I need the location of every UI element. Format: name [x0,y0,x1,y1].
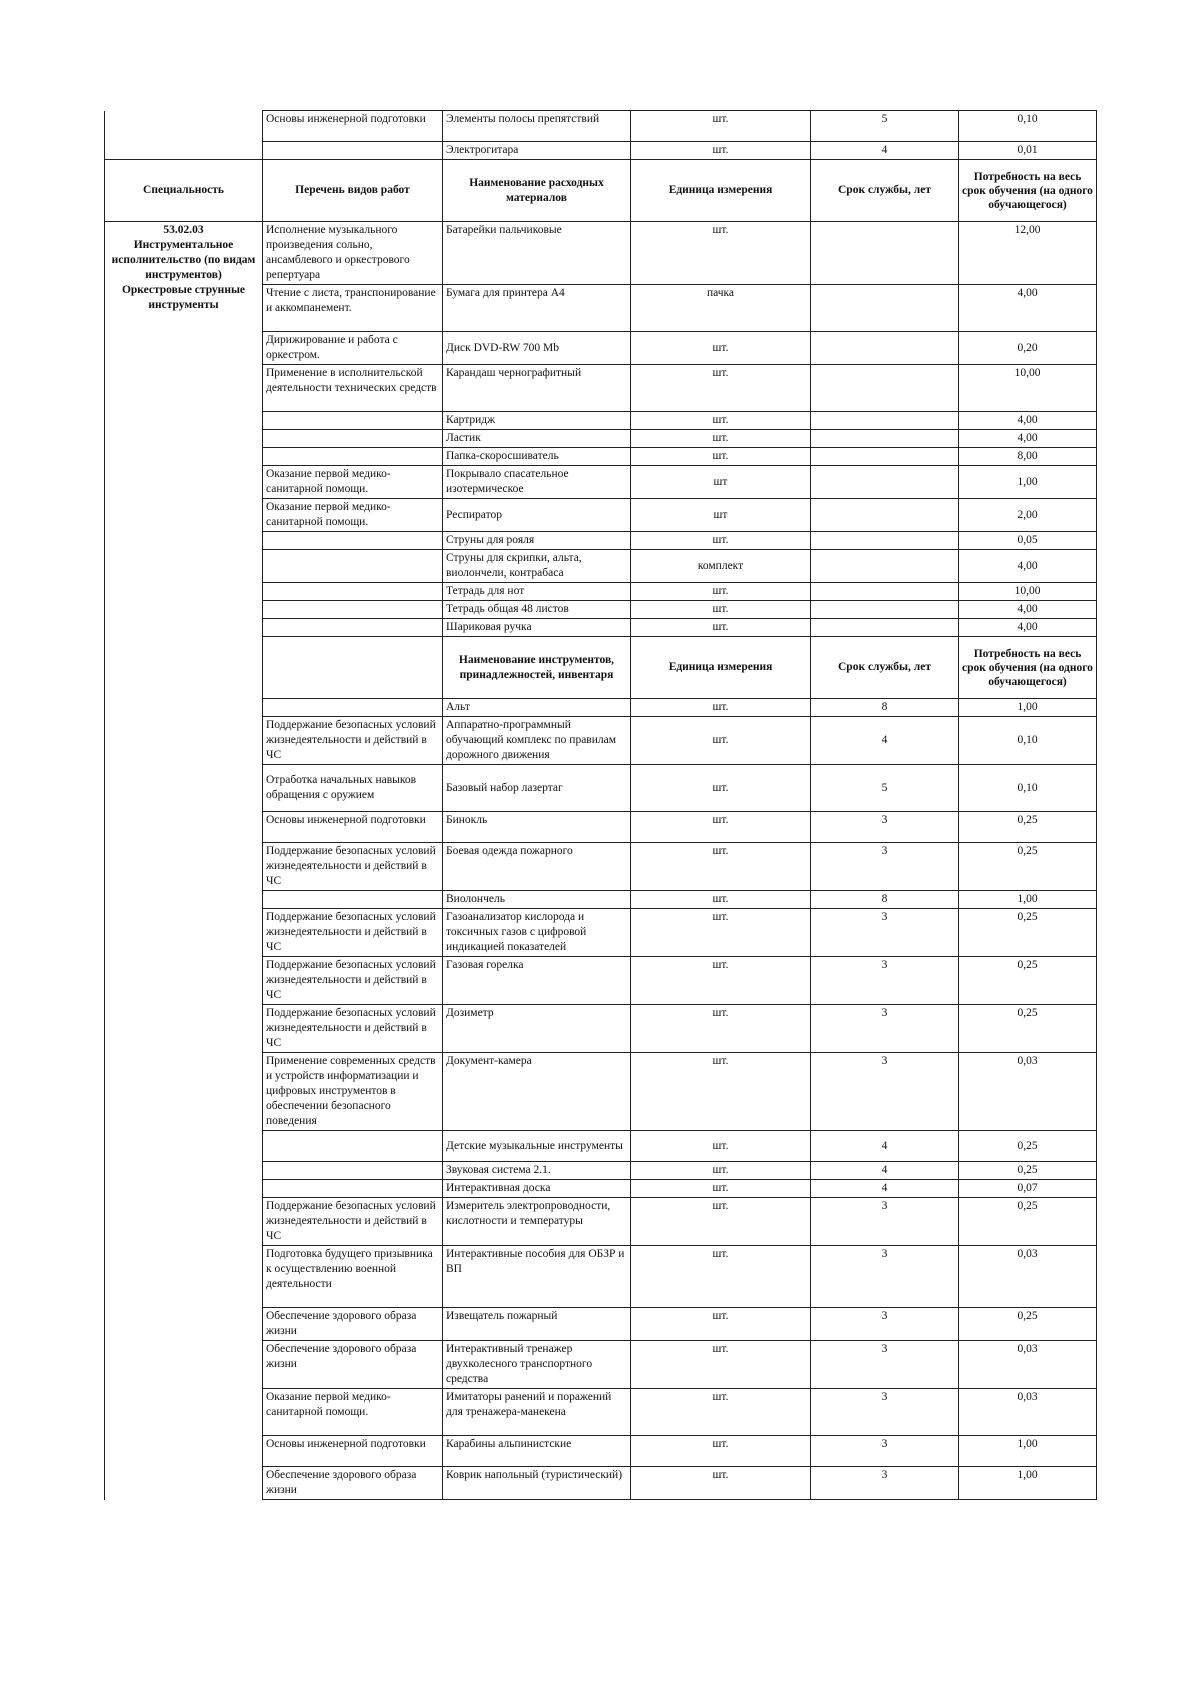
unit-cell: шт. [631,717,811,765]
table-row [105,111,1097,142]
specialty-cell-empty [105,717,263,765]
specialty-cell-empty [105,601,263,619]
work-type-cell [263,601,443,619]
need-cell: 0,10 [959,717,1097,765]
unit-cell: шт. [631,601,811,619]
table-row [105,812,1097,843]
header-service-life: Срок службы, лет [811,160,959,222]
need-cell: 1,00 [959,699,1097,717]
table-row [105,532,1097,550]
table-row [105,765,1097,812]
unit-cell: шт. [631,812,811,843]
specialty-cell-empty [105,532,263,550]
need-cell: 1,00 [959,891,1097,909]
work-type-cell: Исполнение музыкального произведения сольно, ансамблевого и оркестрового репертуара [263,222,443,285]
specialty-cell-empty [105,1053,263,1131]
specialty-cell-empty [105,1162,263,1180]
item-name-cell: Респиратор [443,499,631,532]
table-row [105,957,1097,1005]
specialty-cell-empty [105,1005,263,1053]
unit-cell: комплект [631,550,811,583]
work-type-cell: Обеспечение здорового образа жизни [263,1308,443,1341]
specialty-cell-empty [105,550,263,583]
item-name-cell: Карандаш чернографитный [443,365,631,412]
item-name-cell: Газоанализатор кислорода и токсичных газов с цифровой индикацией показателей [443,909,631,957]
unit-cell: пачка [631,285,811,332]
header-equipment-name: Наименование инструментов, принадлежностей, инвентаря [443,637,631,699]
table-row [105,412,1097,430]
specialty-cell-empty [105,499,263,532]
specialty-cell-empty [105,1389,263,1436]
need-cell: 10,00 [959,365,1097,412]
item-name-cell: Электрогитара [443,142,631,160]
service-life-cell [811,499,959,532]
service-life-cell: 5 [811,765,959,812]
unit-cell: шт. [631,142,811,160]
unit-cell: шт. [631,1053,811,1131]
service-life-cell: 3 [811,812,959,843]
unit-cell: шт. [631,957,811,1005]
need-cell: 1,00 [959,1436,1097,1467]
service-life-cell [811,601,959,619]
unit-cell: шт. [631,1131,811,1162]
specialty-cell-empty [105,843,263,891]
specialty-cell-empty [105,1436,263,1467]
item-name-cell: Бинокль [443,812,631,843]
specialty-cell-empty [105,412,263,430]
work-type-cell [263,1131,443,1162]
header-unit: Единица измерения [631,160,811,222]
work-type-cell: Оказание первой медико-санитарной помощи. [263,1389,443,1436]
work-type-cell: Чтение с листа, транспонирование и аккомпанемент. [263,285,443,332]
specialty-cell-empty [105,1198,263,1246]
specialty-cell-empty [105,699,263,717]
need-cell: 10,00 [959,583,1097,601]
table-row [105,891,1097,909]
table-body [105,111,1097,1500]
work-type-cell: Обеспечение здорового образа жизни [263,1341,443,1389]
unit-cell: шт. [631,583,811,601]
table-row [105,583,1097,601]
specialty-cell-empty [105,332,263,365]
unit-cell: шт. [631,222,811,285]
item-name-cell: Альт [443,699,631,717]
service-life-cell [811,365,959,412]
need-cell: 4,00 [959,619,1097,637]
header-work-types-empty [263,637,443,699]
unit-cell: шт. [631,843,811,891]
need-cell: 0,25 [959,1131,1097,1162]
work-type-cell: Основы инженерной подготовки [263,111,443,142]
table-row [105,332,1097,365]
service-life-cell: 3 [811,1341,959,1389]
service-life-cell: 4 [811,142,959,160]
service-life-cell: 3 [811,1389,959,1436]
specialty-cell-empty [105,466,263,499]
item-name-cell: Звуковая система 2.1. [443,1162,631,1180]
item-name-cell: Элементы полосы препятствий [443,111,631,142]
unit-cell: шт [631,466,811,499]
table-row [105,430,1097,448]
work-type-cell: Подготовка будущего призывника к осуществлению военной деятельности [263,1246,443,1308]
work-type-cell: Оказание первой медико-санитарной помощи. [263,499,443,532]
need-cell: 1,00 [959,1467,1097,1500]
specialty-cell-empty [105,909,263,957]
unit-cell: шт. [631,1308,811,1341]
unit-cell: шт [631,499,811,532]
need-cell: 0,25 [959,1198,1097,1246]
work-type-cell: Дирижирование и работа с оркестром. [263,332,443,365]
unit-cell: шт. [631,1005,811,1053]
table-row [105,142,1097,160]
service-life-cell: 3 [811,1005,959,1053]
service-life-cell [811,222,959,285]
work-type-cell [263,699,443,717]
service-life-cell: 8 [811,891,959,909]
specialty-cell-empty [105,448,263,466]
need-cell: 0,01 [959,142,1097,160]
unit-cell: шт. [631,1341,811,1389]
item-name-cell: Струны для рояля [443,532,631,550]
service-life-cell [811,532,959,550]
service-life-cell [811,619,959,637]
need-cell: 0,25 [959,812,1097,843]
need-cell: 0,03 [959,1246,1097,1308]
work-type-cell [263,430,443,448]
specialty-cell-empty [105,891,263,909]
service-life-cell: 3 [811,957,959,1005]
unit-cell: шт. [631,1389,811,1436]
specialty-cell-empty [105,365,263,412]
table-row [105,466,1097,499]
header-consumables-name: Наименование расходных материалов [443,160,631,222]
specialty-cell-empty [105,957,263,1005]
work-type-cell: Поддержание безопасных условий жизнедеятельности и действий в ЧС [263,909,443,957]
item-name-cell: Ластик [443,430,631,448]
table-row [105,909,1097,957]
specialty-cell-empty [105,1246,263,1308]
table-row [105,1005,1097,1053]
table-row [105,222,1097,285]
need-cell: 1,00 [959,466,1097,499]
service-life-cell: 3 [811,1308,959,1341]
need-cell: 4,00 [959,285,1097,332]
need-cell: 0,03 [959,1053,1097,1131]
service-life-cell: 3 [811,1053,959,1131]
specialty-cell-empty [105,812,263,843]
work-type-cell [263,891,443,909]
need-cell: 4,00 [959,601,1097,619]
item-name-cell: Виолончель [443,891,631,909]
header-specialty: Специальность [105,160,263,222]
need-cell: 4,00 [959,412,1097,430]
specialty-cell-empty [105,1467,263,1500]
item-name-cell: Дозиметр [443,1005,631,1053]
item-name-cell: Папка-скоросшиватель [443,448,631,466]
table-row [105,1389,1097,1436]
service-life-cell [811,583,959,601]
service-life-cell: 4 [811,717,959,765]
table-header-row [105,637,1097,699]
header-service-life: Срок службы, лет [811,637,959,699]
need-cell: 12,00 [959,222,1097,285]
header-need: Потребность на весь срок обучения (на одного обучающегося) [959,160,1097,222]
table-row [105,1246,1097,1308]
unit-cell: шт. [631,332,811,365]
specialty-cell-empty [105,1131,263,1162]
table-row [105,619,1097,637]
item-name-cell: Документ-камера [443,1053,631,1131]
table-row [105,550,1097,583]
work-type-cell: Основы инженерной подготовки [263,1436,443,1467]
service-life-cell: 8 [811,699,959,717]
item-name-cell: Картридж [443,412,631,430]
table-row [105,1180,1097,1198]
need-cell: 8,00 [959,448,1097,466]
need-cell: 0,07 [959,1180,1097,1198]
need-cell: 0,05 [959,532,1097,550]
specialty-cell-empty [105,637,263,699]
table-row [105,1053,1097,1131]
work-type-cell: Поддержание безопасных условий жизнедеятельности и действий в ЧС [263,717,443,765]
service-life-cell: 5 [811,111,959,142]
header-need: Потребность на весь срок обучения (на одного обучающегося) [959,637,1097,699]
work-type-cell [263,532,443,550]
service-life-cell: 3 [811,1467,959,1500]
table-row [105,601,1097,619]
service-life-cell [811,550,959,583]
need-cell: 0,25 [959,909,1097,957]
work-type-cell: Отработка начальных навыков обращения с оружием [263,765,443,812]
need-cell: 4,00 [959,550,1097,583]
unit-cell: шт. [631,111,811,142]
unit-cell: шт. [631,448,811,466]
service-life-cell: 3 [811,1436,959,1467]
table-row [105,717,1097,765]
service-life-cell [811,448,959,466]
specialty-name: Инструментальное исполнительство (по видам инструментов) [111,239,256,281]
specialty-cell-empty [105,619,263,637]
need-cell: 0,25 [959,957,1097,1005]
item-name-cell: Бумага для принтера А4 [443,285,631,332]
unit-cell: шт. [631,1246,811,1308]
header-work-types: Перечень видов работ [263,160,443,222]
need-cell: 0,03 [959,1341,1097,1389]
table-row [105,1467,1097,1500]
work-type-cell [263,583,443,601]
unit-cell: шт. [631,891,811,909]
item-name-cell: Интерактивные пособия для ОБЗР и ВП [443,1246,631,1308]
table-row [105,699,1097,717]
unit-cell: шт. [631,365,811,412]
item-name-cell: Извещатель пожарный [443,1308,631,1341]
service-life-cell: 3 [811,909,959,957]
need-cell: 0,25 [959,1308,1097,1341]
service-life-cell: 4 [811,1131,959,1162]
unit-cell: шт. [631,619,811,637]
item-name-cell: Имитаторы ранений и поражений для тренажера-манекена [443,1389,631,1436]
table-header-row [105,160,1097,222]
unit-cell: шт. [631,1436,811,1467]
table-row [105,499,1097,532]
need-cell: 0,10 [959,765,1097,812]
table-row [105,1341,1097,1389]
table-row [105,1308,1097,1341]
item-name-cell: Боевая одежда пожарного [443,843,631,891]
service-life-cell: 3 [811,1246,959,1308]
item-name-cell: Карабины альпинистские [443,1436,631,1467]
work-type-cell [263,412,443,430]
item-name-cell: Покрывало спасательное изотермическое [443,466,631,499]
item-name-cell: Измеритель электропроводности, кислотности и температуры [443,1198,631,1246]
need-cell: 4,00 [959,430,1097,448]
need-cell: 2,00 [959,499,1097,532]
specialty-cell-empty [105,1308,263,1341]
need-cell: 0,25 [959,1162,1097,1180]
work-type-cell: Применение современных средств и устройств информатизации и цифровых инструментов в обеспечении безопасного поведения [263,1053,443,1131]
work-type-cell: Оказание первой медико-санитарной помощи. [263,466,443,499]
unit-cell: шт. [631,1198,811,1246]
specialty-cell-empty [105,1180,263,1198]
specialty-cell-empty [105,111,263,142]
item-name-cell: Тетрадь общая 48 листов [443,601,631,619]
specialty-cell-empty [105,142,263,160]
need-cell: 0,25 [959,1005,1097,1053]
equipment-norms-table [104,110,1097,1500]
item-name-cell: Интерактивный тренажер двухколесного транспортного средства [443,1341,631,1389]
table-row [105,365,1097,412]
service-life-cell [811,332,959,365]
work-type-cell [263,550,443,583]
specialty-code: 53.02.03 [163,224,204,236]
service-life-cell [811,466,959,499]
service-life-cell: 4 [811,1162,959,1180]
item-name-cell: Аппаратно-программный обучающий комплекс по правилам дорожного движения [443,717,631,765]
unit-cell: шт. [631,1180,811,1198]
item-name-cell: Коврик напольный (туристический) [443,1467,631,1500]
work-type-cell: Поддержание безопасных условий жизнедеятельности и действий в ЧС [263,1198,443,1246]
need-cell: 0,10 [959,111,1097,142]
specialty-profile: Оркестровые струнные инструменты [121,284,246,311]
item-name-cell: Тетрадь для нот [443,583,631,601]
service-life-cell: 3 [811,1198,959,1246]
unit-cell: шт. [631,430,811,448]
need-cell: 0,20 [959,332,1097,365]
work-type-cell: Поддержание безопасных условий жизнедеятельности и действий в ЧС [263,1005,443,1053]
work-type-cell: Поддержание безопасных условий жизнедеятельности и действий в ЧС [263,843,443,891]
item-name-cell: Интерактивная доска [443,1180,631,1198]
item-name-cell: Струны для скрипки, альта, виолончели, контрабаса [443,550,631,583]
need-cell: 0,25 [959,843,1097,891]
service-life-cell [811,285,959,332]
work-type-cell [263,448,443,466]
table-row [105,843,1097,891]
table-row [105,1162,1097,1180]
unit-cell: шт. [631,765,811,812]
item-name-cell: Газовая горелка [443,957,631,1005]
table-row [105,1436,1097,1467]
unit-cell: шт. [631,909,811,957]
need-cell: 0,03 [959,1389,1097,1436]
item-name-cell: Диск DVD-RW 700 Mb [443,332,631,365]
unit-cell: шт. [631,1467,811,1500]
header-unit: Единица измерения [631,637,811,699]
work-type-cell: Применение в исполнительской деятельности технических средств [263,365,443,412]
table-row [105,1198,1097,1246]
work-type-cell [263,1180,443,1198]
item-name-cell: Детские музыкальные инструменты [443,1131,631,1162]
item-name-cell: Шариковая ручка [443,619,631,637]
work-type-cell [263,619,443,637]
specialty-cell-empty [105,430,263,448]
specialty-cell [105,222,263,311]
specialty-cell-empty [105,765,263,812]
service-life-cell [811,430,959,448]
specialty-cell-empty [105,1341,263,1389]
table-row [105,448,1097,466]
service-life-cell: 3 [811,843,959,891]
work-type-cell: Основы инженерной подготовки [263,812,443,843]
service-life-cell: 4 [811,1180,959,1198]
work-type-cell: Поддержание безопасных условий жизнедеятельности и действий в ЧС [263,957,443,1005]
unit-cell: шт. [631,1162,811,1180]
unit-cell: шт. [631,412,811,430]
item-name-cell: Базовый набор лазертаг [443,765,631,812]
unit-cell: шт. [631,532,811,550]
work-type-cell: Обеспечение здорового образа жизни [263,1467,443,1500]
unit-cell: шт. [631,699,811,717]
work-type-cell [263,142,443,160]
service-life-cell [811,412,959,430]
item-name-cell: Батарейки пальчиковые [443,222,631,285]
specialty-cell-empty [105,583,263,601]
table-row [105,1131,1097,1162]
work-type-cell [263,1162,443,1180]
